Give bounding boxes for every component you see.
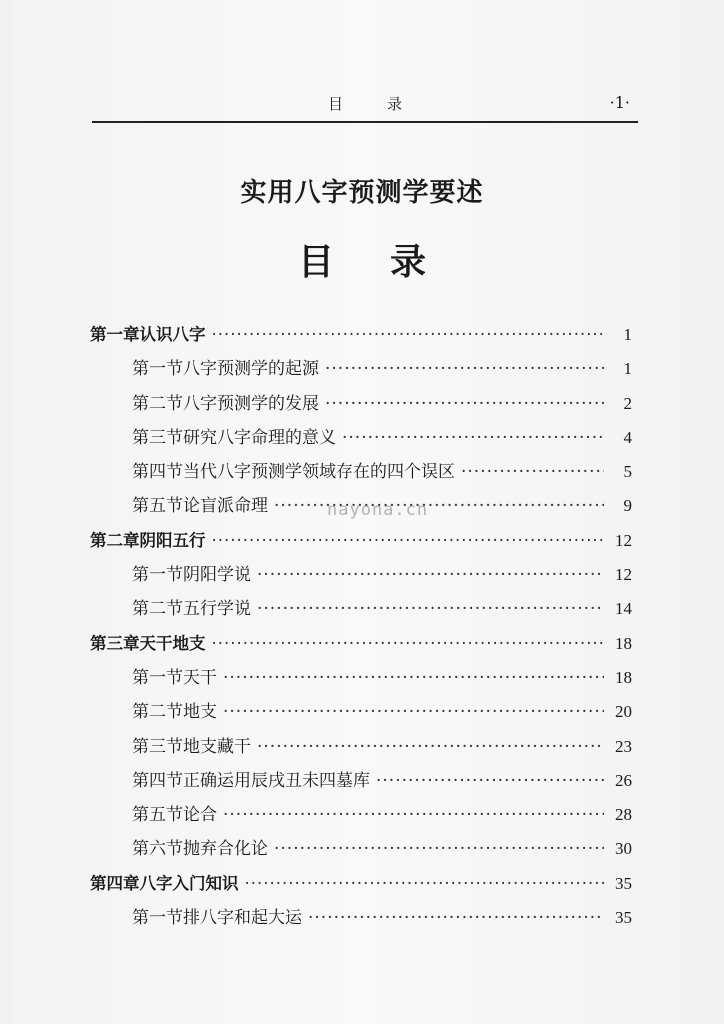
toc-chapter-entry <box>90 318 632 352</box>
section-label: 第一节 <box>132 565 183 586</box>
dot-leader <box>257 592 604 626</box>
toc-page-number: 26 <box>615 770 632 790</box>
section-label: 第六节 <box>132 839 183 860</box>
section-label: 第二节 <box>132 599 183 620</box>
dot-leader <box>212 627 605 661</box>
section-title: 地支 <box>183 702 217 723</box>
dot-leader <box>223 661 604 695</box>
toc-section-entry <box>90 421 632 455</box>
chapter-title: 认识八字 <box>139 325 206 344</box>
toc-page-number: 9 <box>623 496 632 516</box>
chapter-label: 第四章 <box>90 873 140 893</box>
toc-section-entry <box>90 695 632 729</box>
dot-leader <box>223 798 604 832</box>
dot-leader <box>376 764 604 798</box>
toc-section-entry <box>90 901 632 935</box>
toc-page-number: 30 <box>615 839 632 859</box>
chapter-label: 第二章 <box>90 530 140 550</box>
toc-page-number: 5 <box>623 462 632 482</box>
running-title: 目录 <box>327 95 446 113</box>
section-title: 论盲派命理 <box>183 496 268 517</box>
section-title: 当代八字预测学领域存在的四个误区 <box>183 462 455 483</box>
toc-page-number: 14 <box>615 599 632 619</box>
section-label: 第五节 <box>132 805 183 826</box>
running-header <box>92 92 638 120</box>
toc-section-entry <box>90 661 632 695</box>
dot-leader <box>257 558 604 592</box>
dot-leader <box>461 455 604 489</box>
dot-leader <box>325 387 604 421</box>
table-of-contents <box>90 318 632 935</box>
chapter-title: 八字入门知识 <box>139 873 239 893</box>
section-label: 第一节 <box>132 667 183 688</box>
section-label: 第五节 <box>132 496 183 517</box>
section-title: 研究八字命理的意义 <box>183 427 336 448</box>
section-title: 排八字和起大运 <box>183 908 302 929</box>
toc-chapter-entry <box>90 524 632 558</box>
toc-page-number: 4 <box>623 427 632 447</box>
toc-page-number: 18 <box>615 667 632 687</box>
toc-section-entry <box>90 730 632 764</box>
dot-leader <box>223 695 604 729</box>
chapter-label: 第一章 <box>90 325 140 344</box>
section-label: 第三节 <box>132 427 183 448</box>
toc-page-number: 1 <box>623 359 632 379</box>
dot-leader <box>274 489 604 523</box>
toc-section-entry <box>90 832 632 866</box>
section-title: 五行学说 <box>183 599 251 620</box>
book-title: 实用八字预测学要述 <box>240 178 484 208</box>
toc-page-number: 12 <box>615 530 632 550</box>
toc-section-entry <box>90 764 632 798</box>
toc-page-number: 1 <box>623 325 632 344</box>
header-rule <box>92 121 638 123</box>
toc-chapter-entry <box>90 627 632 661</box>
toc-page-number: 20 <box>615 702 632 722</box>
section-label: 第二节 <box>132 702 183 723</box>
section-label: 第四节 <box>132 770 183 791</box>
watermark: nayona.cn <box>327 500 429 520</box>
section-title: 八字预测学的起源 <box>183 359 319 380</box>
chapter-title: 天干地支 <box>139 633 206 653</box>
section-label: 第三节 <box>132 736 183 757</box>
dot-leader <box>274 832 604 866</box>
toc-page-number: 2 <box>623 393 632 413</box>
dot-leader <box>212 524 605 558</box>
dot-leader <box>245 867 605 901</box>
section-label: 第一节 <box>132 908 183 929</box>
dot-leader <box>257 730 604 764</box>
toc-page-number: 35 <box>615 873 632 893</box>
section-label: 第四节 <box>132 462 183 483</box>
dot-leader <box>342 421 604 455</box>
section-title: 八字预测学的发展 <box>183 393 319 414</box>
section-title: 论合 <box>183 805 217 826</box>
section-title: 阴阳学说 <box>183 565 251 586</box>
toc-page-number: 35 <box>615 908 632 928</box>
toc-section-entry <box>90 798 632 832</box>
toc-section-entry <box>90 352 632 386</box>
toc-chapter-entry <box>90 867 632 901</box>
toc-title: 目录 <box>297 242 482 283</box>
section-title: 抛弃合化论 <box>183 839 268 860</box>
chapter-label: 第三章 <box>90 633 140 653</box>
toc-page-number: 23 <box>615 736 632 756</box>
section-label: 第二节 <box>132 393 183 414</box>
toc-page-number: 12 <box>615 565 632 585</box>
section-title: 天干 <box>183 667 217 688</box>
toc-section-entry <box>90 387 632 421</box>
page-number: ·1· <box>609 93 630 112</box>
section-title: 地支藏干 <box>183 736 251 757</box>
toc-section-entry <box>90 558 632 592</box>
toc-page-number: 28 <box>615 805 632 825</box>
toc-section-entry <box>90 455 632 489</box>
dot-leader <box>325 352 604 386</box>
dot-leader <box>212 318 605 352</box>
section-title: 正确运用辰戌丑未四墓库 <box>183 770 370 791</box>
chapter-title: 阴阳五行 <box>139 530 206 550</box>
toc-section-entry <box>90 592 632 626</box>
dot-leader <box>308 901 604 935</box>
section-label: 第一节 <box>132 359 183 380</box>
toc-page-number: 18 <box>615 633 632 653</box>
